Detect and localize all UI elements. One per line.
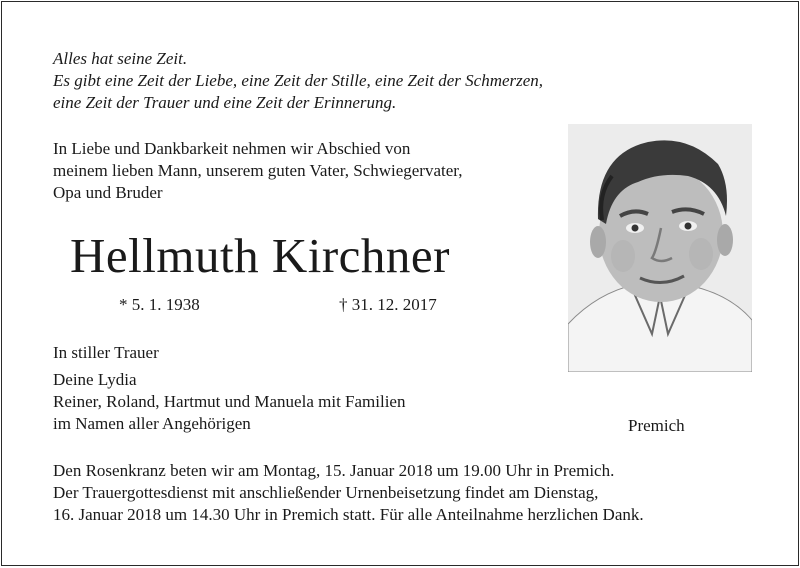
deceased-name: Hellmuth Kirchner: [70, 228, 450, 283]
service-line: Den Rosenkranz beten wir am Montag, 15. Januar 2018 um 19.00 Uhr in Premich.: [53, 461, 615, 480]
death-date: † 31. 12. 2017: [339, 295, 437, 314]
motto-line: eine Zeit der Trauer und eine Zeit der Erinnerung.: [53, 93, 397, 112]
motto-line: Alles hat seine Zeit.: [53, 49, 188, 68]
service-details: [53, 460, 644, 526]
mourner-line: im Namen aller Angehörigen: [53, 414, 251, 433]
obituary-notice: [1, 1, 799, 566]
mourner-line: Deine Lydia: [53, 370, 137, 389]
service-line: 16. Januar 2018 um 14.30 Uhr in Premich statt. Für alle Anteilnahme herzlichen Dank.: [53, 505, 644, 524]
intro-line: meinem lieben Mann, unserem guten Vater, Schwiegervater,: [53, 161, 463, 180]
mourner-line: Reiner, Roland, Hartmut und Manuela mit Familien: [53, 392, 406, 411]
intro-line: In Liebe und Dankbarkeit nehmen wir Abschied von: [53, 139, 411, 158]
birth-date: * 5. 1. 1938: [119, 295, 200, 314]
motto-verse: [53, 48, 543, 114]
mourning-heading: In stiller Trauer: [53, 343, 159, 362]
mourners-list: [53, 369, 405, 435]
motto-line: Es gibt eine Zeit der Liebe, eine Zeit der Stille, eine Zeit der Schmerzen,: [53, 71, 544, 90]
intro-line: Opa und Bruder: [53, 183, 163, 202]
service-line: Der Trauergottesdienst mit anschließender Urnenbeisetzung findet am Dienstag,: [53, 483, 599, 502]
portrait-photo: [568, 124, 752, 372]
location-name: Premich: [628, 416, 685, 435]
farewell-intro: [53, 138, 463, 204]
